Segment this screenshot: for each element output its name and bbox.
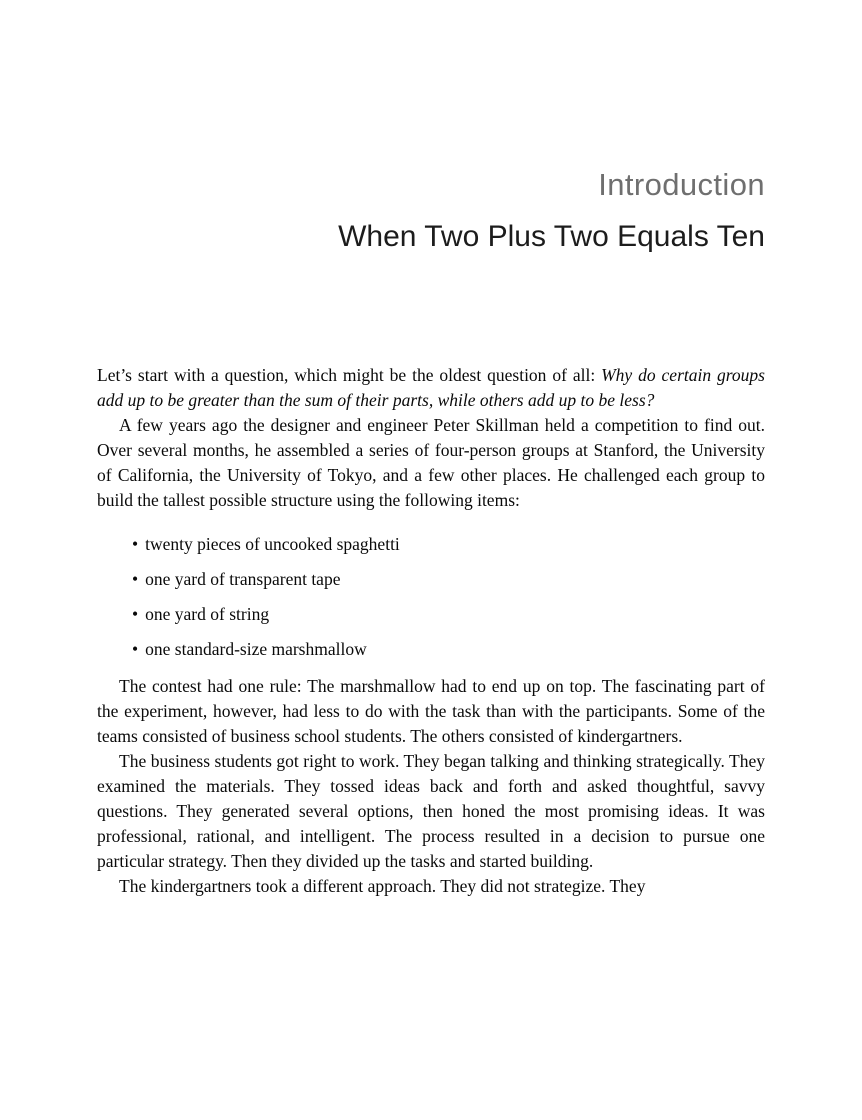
paragraph-intro bbox=[97, 363, 765, 413]
bullet-icon: • bbox=[132, 534, 139, 554]
list-item-text: one yard of transparent tape bbox=[145, 569, 341, 589]
list-item bbox=[132, 602, 765, 627]
chapter-title: When Two Plus Two Equals Ten bbox=[338, 220, 765, 253]
paragraph-italic-text: Why do certain groups add up to be greater than the sum of their parts, while others add up to be less? bbox=[97, 365, 765, 410]
bullet-icon: • bbox=[132, 639, 139, 659]
paragraph-lead-text: Let’s start with a question, which might be the oldest question of all: bbox=[97, 365, 602, 385]
paragraph: The business students got right to work. They began talking and thinking strategically. They examined the materials. They tossed ideas back and forth and asked thoughtful, savvy questions. They generated several options, then honed the most promising ideas. It was professional, rational, and intelligent. The process resulted in a decision to pursue one particular strategy. Then they divided up the tasks and started building. bbox=[97, 751, 765, 871]
chapter-heading bbox=[97, 168, 765, 255]
list-item bbox=[132, 567, 765, 592]
list-item bbox=[132, 637, 765, 662]
list-item-text: one yard of string bbox=[145, 604, 270, 624]
list-item bbox=[132, 532, 765, 557]
body-text bbox=[97, 363, 765, 899]
bullet-icon: • bbox=[132, 569, 139, 589]
chapter-kicker: Introduction bbox=[598, 167, 765, 202]
materials-list bbox=[97, 532, 765, 662]
list-item-text: one standard-size marshmallow bbox=[145, 639, 367, 659]
bullet-icon: • bbox=[132, 604, 139, 624]
paragraph: The kindergartners took a different approach. They did not strategize. They bbox=[119, 876, 646, 896]
paragraph: A few years ago the designer and engineer Peter Skillman held a competition to find out. Over several months, he assembled a series of four-person groups at Stanford, the University of California, the University of Tokyo, and a few other places. He challenged each group to build the tallest possible structure using the following items: bbox=[97, 415, 765, 510]
paragraph: The contest had one rule: The marshmallow had to end up on top. The fascinating part of the experiment, however, had less to do with the task than with the participants. Some of the teams consisted of business school students. The others consisted of kindergartners. bbox=[97, 676, 765, 746]
list-item-text: twenty pieces of uncooked spaghetti bbox=[145, 534, 400, 554]
